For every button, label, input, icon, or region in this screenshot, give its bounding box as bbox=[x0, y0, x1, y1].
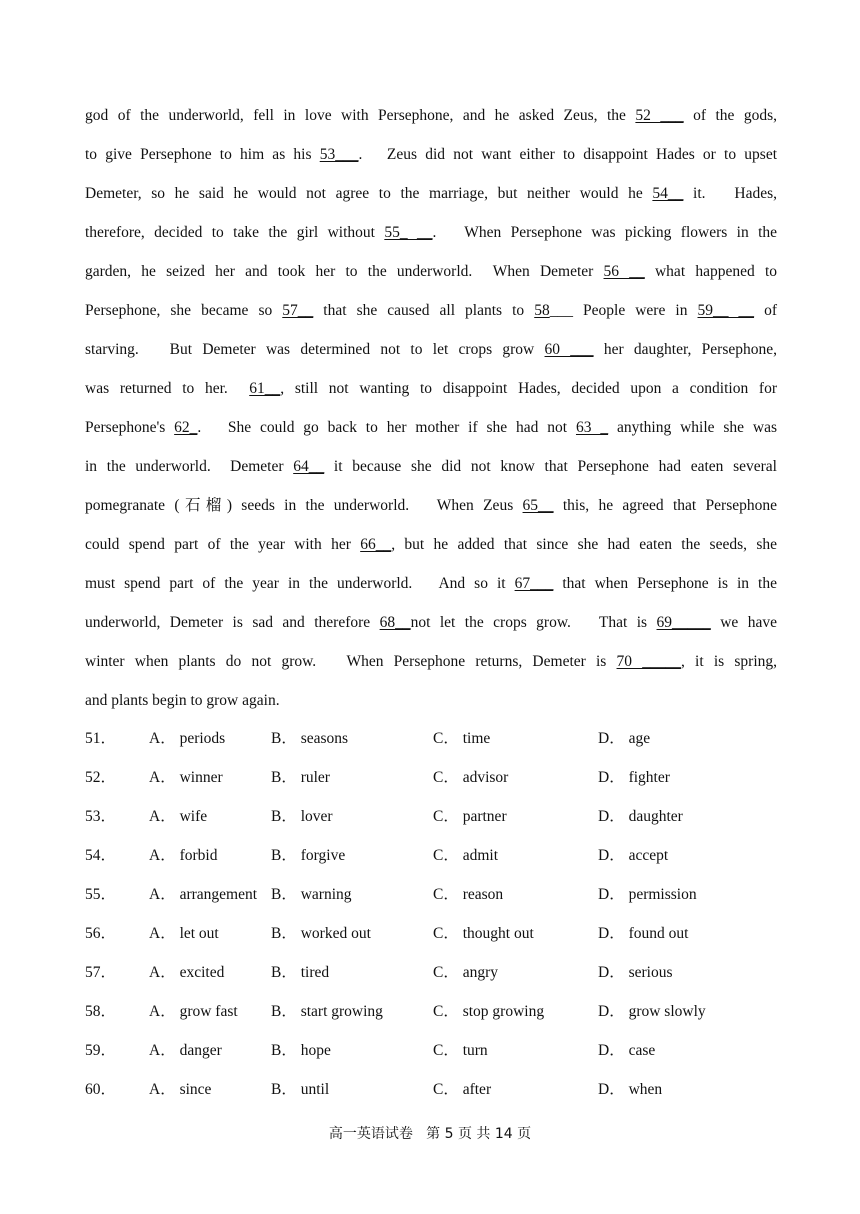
question-row bbox=[85, 914, 785, 953]
blank-number: 55_ __ bbox=[384, 224, 433, 241]
passage-text: we have bbox=[710, 614, 777, 631]
passage-line bbox=[85, 603, 777, 642]
passage-line bbox=[85, 213, 777, 252]
passage-text: could spend part of the year with her bbox=[85, 536, 361, 553]
blank-number: 70 _____ bbox=[616, 653, 681, 670]
passage-text: therefore, decided to take the girl without bbox=[85, 224, 385, 241]
passage-text: this, he agreed that Persephone bbox=[553, 497, 777, 514]
passage-text: in the underworld. Demeter bbox=[85, 458, 294, 475]
question-number: 54． bbox=[85, 847, 117, 864]
passage-line bbox=[85, 330, 777, 369]
blank-number: 61__ bbox=[249, 380, 281, 397]
option-b: B． lover bbox=[271, 808, 333, 825]
answer-options bbox=[85, 719, 785, 1109]
option-d: D． found out bbox=[598, 925, 689, 942]
passage-text: of the gods, bbox=[683, 107, 777, 124]
question-row bbox=[85, 1031, 785, 1070]
option-d: D． daughter bbox=[598, 808, 683, 825]
option-c: C． thought out bbox=[433, 925, 534, 942]
passage-text: Demeter, so he said he would not agree to the marriage, but neither would he bbox=[85, 185, 653, 202]
blank-number: 68__ bbox=[379, 614, 411, 631]
option-d: D． accept bbox=[598, 847, 669, 864]
blank-number: 52 ___ bbox=[635, 107, 684, 124]
question-number: 52． bbox=[85, 769, 117, 786]
option-c: C． time bbox=[433, 730, 491, 747]
option-d: D． when bbox=[598, 1081, 663, 1098]
passage-line bbox=[85, 681, 777, 720]
passage-text: that when Persephone is in the bbox=[553, 575, 777, 592]
passage-text: , it is spring, bbox=[680, 653, 778, 670]
option-d: D． age bbox=[598, 730, 651, 747]
option-a: A． danger bbox=[149, 1042, 222, 1059]
passage-text: , but he added that since she had eaten the seeds, she bbox=[391, 536, 777, 553]
question-row bbox=[85, 719, 785, 758]
passage-text: and plants begin to grow again. bbox=[85, 692, 280, 709]
passage-line bbox=[85, 486, 777, 525]
blank-number: 53___ bbox=[319, 146, 359, 163]
page-footer: 高一英语试卷 第 5 页 共 14 页 bbox=[328, 1126, 532, 1142]
option-d: D． fighter bbox=[598, 769, 670, 786]
passage-line bbox=[85, 642, 777, 681]
blank-number: 58 bbox=[534, 302, 550, 319]
passage-text: that she caused all plants to bbox=[313, 302, 535, 319]
option-d: D． permission bbox=[598, 886, 697, 903]
option-c: C． reason bbox=[433, 886, 504, 903]
option-a: A． let out bbox=[149, 925, 219, 942]
blank-number: 57__ bbox=[282, 302, 314, 319]
option-c: C． stop growing bbox=[433, 1003, 545, 1020]
passage-line bbox=[85, 447, 777, 486]
passage-text: god of the underworld, fell in love with Persephone, and he asked Zeus, the bbox=[85, 107, 636, 124]
option-c: C． admit bbox=[433, 847, 499, 864]
option-a: A． grow fast bbox=[149, 1003, 238, 1020]
passage-text: it. Hades, bbox=[683, 185, 777, 202]
blank-number: 66__ bbox=[360, 536, 392, 553]
option-b: B． until bbox=[271, 1081, 330, 1098]
option-a: A． winner bbox=[149, 769, 223, 786]
blank-number: 65__ bbox=[522, 497, 554, 514]
passage-text: Persephone, she became so bbox=[85, 302, 283, 319]
question-number: 56． bbox=[85, 925, 117, 942]
passage-text: winter when plants do not grow. When Persephone returns, Demeter is bbox=[85, 653, 617, 670]
option-d: D． grow slowly bbox=[598, 1003, 706, 1020]
question-number: 55． bbox=[85, 886, 117, 903]
option-a: A． excited bbox=[149, 964, 225, 981]
option-a: A． arrangement bbox=[149, 886, 258, 903]
blank-number: 69_____ bbox=[656, 614, 711, 631]
passage-text: her daughter, Persephone, bbox=[593, 341, 778, 358]
blank-number: 63 _ bbox=[575, 419, 609, 436]
passage-text: Persephone's bbox=[85, 419, 175, 436]
passage-text: not let the crops grow. That is bbox=[410, 614, 657, 631]
option-a: A． forbid bbox=[149, 847, 218, 864]
option-a: A． periods bbox=[149, 730, 226, 747]
blank-number: 67___ bbox=[514, 575, 554, 592]
option-b: B． warning bbox=[271, 886, 352, 903]
option-b: B． forgive bbox=[271, 847, 346, 864]
option-c: C． angry bbox=[433, 964, 499, 981]
question-number: 53． bbox=[85, 808, 117, 825]
question-row bbox=[85, 875, 785, 914]
question-row bbox=[85, 953, 785, 992]
question-row bbox=[85, 836, 785, 875]
question-number: 59． bbox=[85, 1042, 117, 1059]
question-number: 57． bbox=[85, 964, 117, 981]
question-row bbox=[85, 797, 785, 836]
passage-text: garden, he seized her and took her to the underworld. When Demeter bbox=[85, 263, 604, 280]
passage-line bbox=[85, 252, 777, 291]
option-d: D． serious bbox=[598, 964, 673, 981]
passage-line bbox=[85, 135, 777, 174]
passage-text: it because she did not know that Persephone had eaten several bbox=[324, 458, 777, 475]
passage-text: to give Persephone to him as his bbox=[85, 146, 320, 163]
passage-text: ___ People were in bbox=[549, 302, 698, 319]
passage-line bbox=[85, 96, 777, 135]
option-b: B． seasons bbox=[271, 730, 349, 747]
passage-text: of bbox=[754, 302, 777, 319]
passage-text: . When Persephone was picking flowers in the bbox=[432, 224, 778, 241]
option-b: B． tired bbox=[271, 964, 330, 981]
passage-line bbox=[85, 291, 777, 330]
question-number: 51． bbox=[85, 730, 117, 747]
blank-number: 60 ___ bbox=[544, 341, 594, 358]
blank-number: 59__ __ bbox=[697, 302, 755, 319]
option-a: A． since bbox=[149, 1081, 212, 1098]
passage-line bbox=[85, 525, 777, 564]
passage-text: what happened to bbox=[644, 263, 778, 280]
passage-line bbox=[85, 564, 777, 603]
passage-text: . Zeus did not want either to disappoint Hades or to upset bbox=[358, 146, 777, 163]
option-b: B． hope bbox=[271, 1042, 331, 1059]
option-b: B． ruler bbox=[271, 769, 330, 786]
blank-number: 56 __ bbox=[603, 263, 645, 280]
question-row bbox=[85, 992, 785, 1031]
passage-text: anything while she was bbox=[608, 419, 778, 436]
blank-number: 64__ bbox=[293, 458, 325, 475]
blank-number: 54__ bbox=[652, 185, 684, 202]
option-b: B． worked out bbox=[271, 925, 371, 942]
option-a: A． wife bbox=[149, 808, 208, 825]
option-c: C． turn bbox=[433, 1042, 488, 1059]
passage-line bbox=[85, 174, 777, 213]
option-b: B． start growing bbox=[271, 1003, 383, 1020]
option-c: C． after bbox=[433, 1081, 492, 1098]
passage-line bbox=[85, 408, 777, 447]
question-number: 58． bbox=[85, 1003, 117, 1020]
passage-text: pomegranate (石榴) seeds in the underworld. When Zeus bbox=[85, 497, 523, 514]
question-number: 60． bbox=[85, 1081, 117, 1098]
passage-text: was returned to her. bbox=[85, 380, 250, 397]
blank-number: 62_ bbox=[174, 419, 198, 436]
passage-text: , still not wanting to disappoint Hades, decided upon a condition for bbox=[280, 380, 777, 397]
passage-text: starving. But Demeter was determined not to let crops grow bbox=[85, 341, 545, 358]
passage-text: must spend part of the year in the underworld. And so it bbox=[85, 575, 515, 592]
question-row bbox=[85, 1070, 785, 1109]
question-row bbox=[85, 758, 785, 797]
passage-text: underworld, Demeter is sad and therefore bbox=[85, 614, 380, 631]
passage-line bbox=[85, 369, 777, 408]
option-c: C． partner bbox=[433, 808, 507, 825]
option-d: D． case bbox=[598, 1042, 656, 1059]
passage-text: . She could go back to her mother if she had not bbox=[197, 419, 576, 436]
cloze-passage bbox=[85, 96, 777, 720]
option-c: C． advisor bbox=[433, 769, 509, 786]
